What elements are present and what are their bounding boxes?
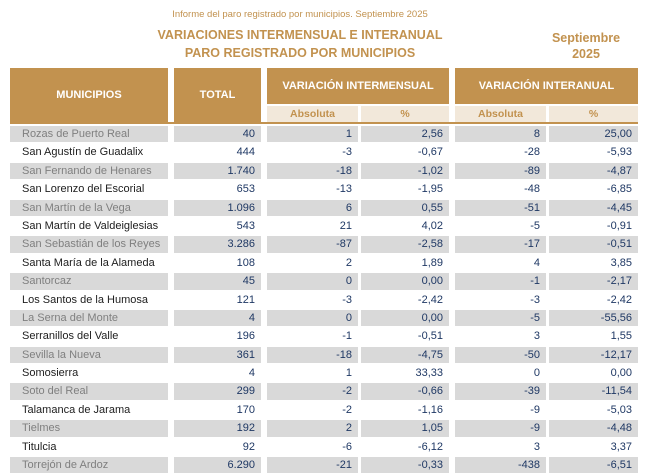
interanual-pct-value: 0,00 <box>549 365 638 381</box>
column-group-interanual: VARIACIÓN INTERANUAL <box>455 68 638 104</box>
intermensual-pct-value: -1,16 <box>361 402 449 418</box>
total-value: 196 <box>174 328 261 344</box>
interanual-absoluta-value: 4 <box>455 255 546 271</box>
total-value: 170 <box>174 402 261 418</box>
total-value: 108 <box>174 255 261 271</box>
intermensual-absoluta-value: -13 <box>267 181 358 197</box>
municipality-name: La Serna del Monte <box>10 310 168 326</box>
intermensual-pct-value: -0,33 <box>361 457 449 473</box>
intermensual-pct-value: -0,66 <box>361 383 449 399</box>
intermensual-pct-value: 0,55 <box>361 200 449 216</box>
table-row <box>10 236 638 252</box>
interanual-absoluta-value: -28 <box>455 144 546 160</box>
interanual-pct-value: -12,17 <box>549 347 638 363</box>
interanual-pct-value: -11,54 <box>549 383 638 399</box>
municipality-name: San Fernando de Henares <box>10 163 168 179</box>
interanual-pct-value: -4,45 <box>549 200 638 216</box>
intermensual-pct-value: -0,51 <box>361 328 449 344</box>
intermensual-pct-value: 2,56 <box>361 126 449 142</box>
municipality-name: Somosierra <box>10 365 168 381</box>
intermensual-pct-value: -6,12 <box>361 439 449 455</box>
interanual-absoluta-value: 8 <box>455 126 546 142</box>
total-value: 45 <box>174 273 261 289</box>
intermensual-absoluta-value: 6 <box>267 200 358 216</box>
total-value: 3.286 <box>174 236 261 252</box>
intermensual-absoluta-value: 21 <box>267 218 358 234</box>
municipality-name: Talamanca de Jarama <box>10 402 168 418</box>
table-row <box>10 144 638 160</box>
table-row <box>10 200 638 216</box>
municipality-name: Titulcia <box>10 439 168 455</box>
interanual-absoluta-value: -50 <box>455 347 546 363</box>
interanual-pct-value: 3,85 <box>549 255 638 271</box>
subheader-intermensual-absoluta: Absoluta <box>267 106 358 122</box>
municipality-name: San Sebastián de los Reyes <box>10 236 168 252</box>
interanual-absoluta-value: 3 <box>455 439 546 455</box>
intermensual-pct-value: -4,75 <box>361 347 449 363</box>
intermensual-absoluta-value: 0 <box>267 273 358 289</box>
intermensual-pct-value: -1,02 <box>361 163 449 179</box>
report-note: Informe del paro registrado por municipios. Septiembre 2025 <box>172 9 428 20</box>
table-body <box>10 126 638 473</box>
subheader-interanual-pct: % <box>549 106 638 122</box>
municipality-name: Soto del Real <box>10 383 168 399</box>
table-row <box>10 420 638 436</box>
intermensual-absoluta-value: 2 <box>267 420 358 436</box>
intermensual-pct-value: -2,42 <box>361 292 449 308</box>
intermensual-absoluta-value: 0 <box>267 310 358 326</box>
intermensual-pct-value: 1,89 <box>361 255 449 271</box>
intermensual-pct-value: 0,00 <box>361 273 449 289</box>
intermensual-pct-value: 0,00 <box>361 310 449 326</box>
table-row <box>10 347 638 363</box>
table-row <box>10 292 638 308</box>
intermensual-absoluta-value: -1 <box>267 328 358 344</box>
table-row <box>10 181 638 197</box>
municipality-name: Los Santos de la Humosa <box>10 292 168 308</box>
report-period-month: Septiembre <box>551 31 621 45</box>
total-value: 92 <box>174 439 261 455</box>
municipality-name: Serranillos del Valle <box>10 328 168 344</box>
total-value: 653 <box>174 181 261 197</box>
subheader-intermensual-pct: % <box>361 106 449 122</box>
interanual-absoluta-value: -5 <box>455 218 546 234</box>
municipality-table <box>10 68 638 475</box>
interanual-absoluta-value: -48 <box>455 181 546 197</box>
interanual-pct-value: -2,17 <box>549 273 638 289</box>
table-row <box>10 126 638 142</box>
intermensual-absoluta-value: -87 <box>267 236 358 252</box>
intermensual-absoluta-value: 2 <box>267 255 358 271</box>
total-value: 444 <box>174 144 261 160</box>
intermensual-pct-value: 4,02 <box>361 218 449 234</box>
interanual-absoluta-value: 3 <box>455 328 546 344</box>
column-header-total: TOTAL <box>174 68 261 122</box>
municipality-name: Santa María de la Alameda <box>10 255 168 271</box>
interanual-pct-value: -5,93 <box>549 144 638 160</box>
interanual-absoluta-value: -17 <box>455 236 546 252</box>
intermensual-absoluta-value: -18 <box>267 163 358 179</box>
interanual-absoluta-value: -438 <box>455 457 546 473</box>
total-value: 4 <box>174 365 261 381</box>
municipality-name: Sevilla la Nueva <box>10 347 168 363</box>
interanual-pct-value: -4,48 <box>549 420 638 436</box>
municipality-name: San Lorenzo del Escorial <box>10 181 168 197</box>
total-value: 6.290 <box>174 457 261 473</box>
table-row <box>10 163 638 179</box>
intermensual-absoluta-value: 1 <box>267 126 358 142</box>
interanual-absoluta-value: -9 <box>455 420 546 436</box>
municipality-name: Torrejón de Ardoz <box>10 457 168 473</box>
table-row <box>10 218 638 234</box>
table-row <box>10 328 638 344</box>
total-value: 40 <box>174 126 261 142</box>
subheader-interanual-absoluta: Absoluta <box>455 106 546 122</box>
intermensual-pct-value: -2,58 <box>361 236 449 252</box>
report-period <box>531 30 641 62</box>
interanual-pct-value: -0,51 <box>549 236 638 252</box>
municipality-name: Rozas de Puerto Real <box>10 126 168 142</box>
intermensual-pct-value: -0,67 <box>361 144 449 160</box>
intermensual-pct-value: 33,33 <box>361 365 449 381</box>
municipality-name: San Martín de Valdeiglesias <box>10 218 168 234</box>
total-value: 4 <box>174 310 261 326</box>
interanual-absoluta-value: -39 <box>455 383 546 399</box>
table-row <box>10 310 638 326</box>
table-row <box>10 439 638 455</box>
interanual-pct-value: 25,00 <box>549 126 638 142</box>
municipality-name: Tielmes <box>10 420 168 436</box>
intermensual-absoluta-value: -2 <box>267 402 358 418</box>
intermensual-absoluta-value: -21 <box>267 457 358 473</box>
intermensual-absoluta-value: -2 <box>267 383 358 399</box>
interanual-pct-value: 3,37 <box>549 439 638 455</box>
interanual-pct-value: 1,55 <box>549 328 638 344</box>
intermensual-absoluta-value: -3 <box>267 144 358 160</box>
municipality-name: San Martín de la Vega <box>10 200 168 216</box>
interanual-absoluta-value: -9 <box>455 402 546 418</box>
total-value: 543 <box>174 218 261 234</box>
total-value: 192 <box>174 420 261 436</box>
total-value: 361 <box>174 347 261 363</box>
column-header-municipios: MUNICIPIOS <box>10 68 168 122</box>
table-header <box>10 68 638 124</box>
total-value: 299 <box>174 383 261 399</box>
interanual-pct-value: -55,56 <box>549 310 638 326</box>
column-group-intermensual: VARIACIÓN INTERMENSUAL <box>267 68 449 104</box>
interanual-pct-value: -4,87 <box>549 163 638 179</box>
table-row <box>10 273 638 289</box>
report-period-year: 2025 <box>572 47 600 61</box>
table-row <box>10 365 638 381</box>
table-row <box>10 402 638 418</box>
interanual-absoluta-value: -51 <box>455 200 546 216</box>
interanual-absoluta-value: -1 <box>455 273 546 289</box>
total-value: 1.740 <box>174 163 261 179</box>
report-header <box>10 8 590 62</box>
intermensual-pct-value: 1,05 <box>361 420 449 436</box>
intermensual-absoluta-value: -6 <box>267 439 358 455</box>
report-title-line1: VARIACIONES INTERMENSUAL E INTERANUAL <box>157 28 443 42</box>
interanual-pct-value: -6,85 <box>549 181 638 197</box>
municipality-name: Santorcaz <box>10 273 168 289</box>
intermensual-absoluta-value: 1 <box>267 365 358 381</box>
interanual-absoluta-value: -89 <box>455 163 546 179</box>
total-value: 121 <box>174 292 261 308</box>
interanual-pct-value: -0,91 <box>549 218 638 234</box>
table-row <box>10 255 638 271</box>
interanual-absoluta-value: -3 <box>455 292 546 308</box>
table-row <box>10 457 638 473</box>
municipality-name: San Agustín de Guadalix <box>10 144 168 160</box>
interanual-absoluta-value: 0 <box>455 365 546 381</box>
total-value: 1.096 <box>174 200 261 216</box>
table-row <box>10 383 638 399</box>
report-title-line2: PARO REGISTRADO POR MUNICIPIOS <box>184 46 416 60</box>
intermensual-absoluta-value: -3 <box>267 292 358 308</box>
interanual-pct-value: -6,51 <box>549 457 638 473</box>
interanual-pct-value: -2,42 <box>549 292 638 308</box>
intermensual-absoluta-value: -18 <box>267 347 358 363</box>
interanual-pct-value: -5,03 <box>549 402 638 418</box>
interanual-absoluta-value: -5 <box>455 310 546 326</box>
intermensual-pct-value: -1,95 <box>361 181 449 197</box>
